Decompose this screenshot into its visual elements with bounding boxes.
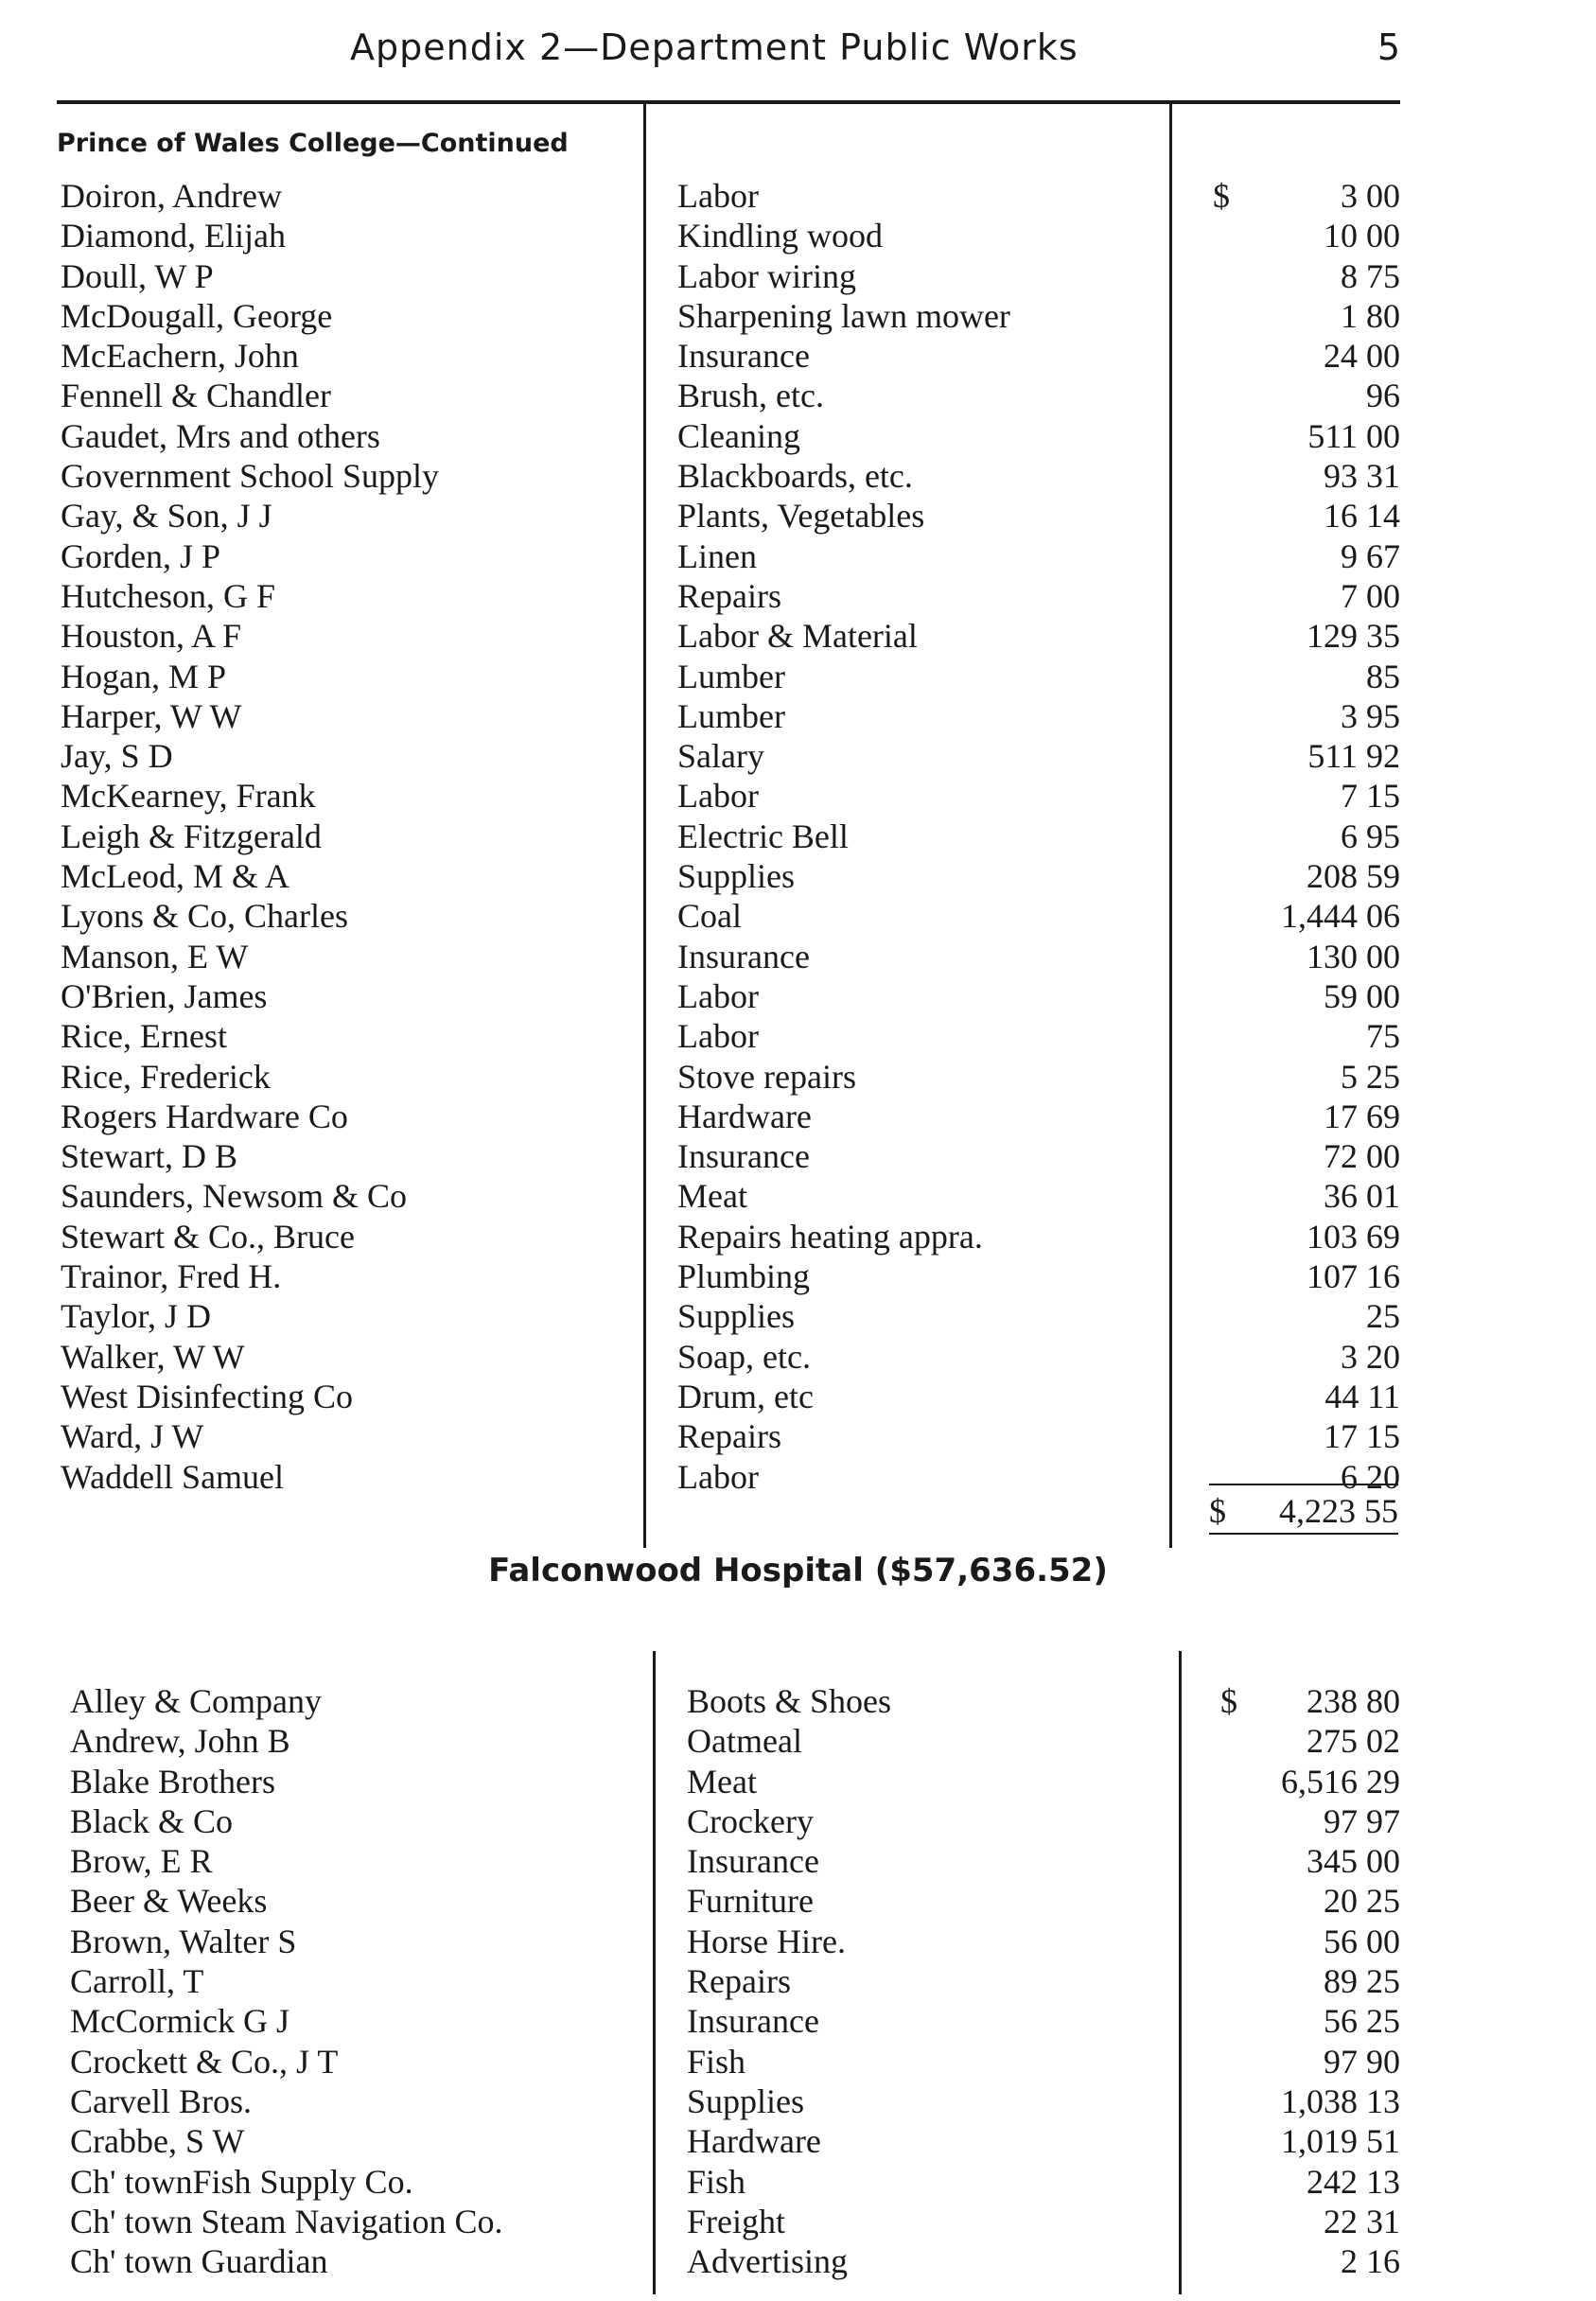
amount: 345 00 <box>1307 1842 1400 1881</box>
amount: 6 20 <box>1341 1457 1400 1496</box>
amount: 3 20 <box>1341 1337 1400 1376</box>
amount: 3 95 <box>1341 696 1400 735</box>
payee-name: McDougall, George <box>61 296 333 335</box>
payee-name: Brown, Walter S <box>70 1922 297 1960</box>
item-description: Supplies <box>677 1297 796 1336</box>
table-row <box>57 1681 1400 1721</box>
payee-name: Alley & Company <box>70 1682 322 1720</box>
amount: 10 00 <box>1324 217 1400 255</box>
amount: 5 25 <box>1341 1057 1400 1096</box>
table-row <box>57 336 1400 376</box>
payee-name: Andrew, John B <box>70 1722 290 1761</box>
payee-name: Hutcheson, G F <box>61 576 275 615</box>
table-row <box>57 1176 1400 1216</box>
item-description: Stove repairs <box>677 1057 856 1096</box>
table-row <box>57 1097 1400 1136</box>
payee-name: Doull, W P <box>61 256 214 295</box>
table-row <box>57 817 1400 856</box>
item-description: Labor wiring <box>677 256 856 295</box>
item-description: Insurance <box>677 937 810 975</box>
table-row <box>57 576 1400 616</box>
amount: 8 75 <box>1341 256 1400 295</box>
payee-name: Hogan, M P <box>61 657 227 695</box>
amount: 72 00 <box>1324 1137 1400 1176</box>
item-description: Brush, etc. <box>677 377 824 415</box>
table-row <box>57 2081 1400 2121</box>
table-row <box>57 1057 1400 1097</box>
table-row <box>57 2042 1400 2081</box>
item-description: Drum, etc <box>677 1377 814 1415</box>
amount: 89 25 <box>1324 1962 1400 2001</box>
table-row <box>57 376 1400 415</box>
amount: 97 97 <box>1324 1801 1400 1840</box>
table-row <box>57 1136 1400 1176</box>
payee-name: Manson, E W <box>61 937 249 975</box>
amount: 17 69 <box>1324 1097 1400 1135</box>
table-row <box>57 176 1400 216</box>
payee-name: Doiron, Andrew <box>61 177 282 215</box>
currency-symbol: $ <box>1213 177 1230 215</box>
item-description: Salary <box>677 737 764 776</box>
table-row <box>57 1296 1400 1336</box>
table-row <box>57 1801 1400 1841</box>
table-row <box>57 496 1400 536</box>
amount: 97 90 <box>1324 2042 1400 2081</box>
item-description: Insurance <box>687 1842 819 1881</box>
amount: 1 80 <box>1341 296 1400 335</box>
amount: 238 80 <box>1307 1682 1400 1720</box>
item-description: Fish <box>687 2042 746 2081</box>
amount: 6 95 <box>1341 817 1400 855</box>
payee-name: Crockett & Co., J T <box>70 2042 339 2081</box>
item-description: Meat <box>677 1177 747 1216</box>
amount: 275 02 <box>1307 1722 1400 1761</box>
payee-name: Carroll, T <box>70 1962 204 2001</box>
payee-name: Ward, J W <box>61 1417 204 1456</box>
amount: 59 00 <box>1324 976 1400 1015</box>
amount: 20 25 <box>1324 1882 1400 1921</box>
amount: 56 00 <box>1324 1922 1400 1960</box>
item-description: Plumbing <box>677 1257 811 1296</box>
amount: 1,038 13 <box>1281 2081 1400 2120</box>
amount: 24 00 <box>1324 337 1400 376</box>
falconwood-heading: Falconwood Hospital ($57,636.52) <box>488 1552 1108 1590</box>
table-row <box>57 2202 1400 2241</box>
payee-name: McCormick G J <box>70 2002 289 2041</box>
amount: 1,444 06 <box>1281 897 1400 936</box>
item-description: Soap, etc. <box>677 1337 811 1376</box>
total-currency: $ <box>1209 1492 1226 1530</box>
item-description: Blackboards, etc. <box>677 457 913 496</box>
amount: 17 15 <box>1324 1417 1400 1456</box>
table-row <box>57 2121 1400 2161</box>
amount: 242 13 <box>1307 2162 1400 2201</box>
amount: 56 25 <box>1324 2002 1400 2041</box>
table-row <box>57 976 1400 1016</box>
item-description: Advertising <box>687 2242 848 2281</box>
payee-name: Carvell Bros. <box>70 2081 252 2120</box>
amount: 93 31 <box>1324 457 1400 496</box>
item-description: Fish <box>687 2162 746 2201</box>
payee-name: Lyons & Co, Charles <box>61 897 348 936</box>
payee-name: Walker, W W <box>61 1337 245 1376</box>
table-row <box>57 776 1400 816</box>
payee-name: Crabbe, S W <box>70 2122 245 2161</box>
payee-name: Beer & Weeks <box>70 1882 268 1921</box>
table-row <box>57 536 1400 576</box>
amount: 96 <box>1366 377 1400 415</box>
payee-name: Black & Co <box>70 1801 233 1840</box>
item-description: Repairs heating appra. <box>677 1217 983 1256</box>
amount: 25 <box>1366 1297 1400 1336</box>
table-row <box>57 2241 1400 2281</box>
item-description: Lumber <box>677 657 785 695</box>
amount: 3 00 <box>1341 177 1400 215</box>
payee-name: McEachern, John <box>61 337 299 376</box>
amount: 2 16 <box>1341 2242 1400 2281</box>
total-rule <box>1209 1533 1398 1535</box>
table-row <box>57 1841 1400 1881</box>
payee-name: Saunders, Newsom & Co <box>61 1177 407 1216</box>
amount: 9 67 <box>1341 536 1400 575</box>
amount: 7 00 <box>1341 576 1400 615</box>
table-row <box>57 216 1400 255</box>
table-row <box>57 456 1400 496</box>
page-number: 5 <box>1377 26 1400 68</box>
amount: 511 00 <box>1307 416 1400 455</box>
payee-name: Fennell & Chandler <box>61 377 331 415</box>
table-row <box>57 1377 1400 1416</box>
table-row <box>57 1337 1400 1377</box>
item-description: Insurance <box>677 337 810 376</box>
payee-name: Leigh & Fitzgerald <box>61 817 322 855</box>
payee-name: Government School Supply <box>61 457 439 496</box>
item-description: Repairs <box>677 576 781 615</box>
item-description: Hardware <box>677 1097 812 1135</box>
table-row <box>57 296 1400 336</box>
payee-name: Stewart & Co., Bruce <box>61 1217 355 1256</box>
table-row <box>57 1016 1400 1056</box>
amount: 208 59 <box>1307 857 1400 896</box>
payee-name: Ch' town Guardian <box>70 2242 328 2281</box>
payee-name: Gorden, J P <box>61 536 220 575</box>
item-description: Labor & Material <box>677 617 918 656</box>
payee-name: Rogers Hardware Co <box>61 1097 348 1135</box>
item-description: Supplies <box>687 2081 805 2120</box>
item-description: Linen <box>677 536 757 575</box>
item-description: Labor <box>677 1457 759 1496</box>
payee-name: Rice, Ernest <box>61 1017 227 1056</box>
page-header <box>57 26 1400 83</box>
payee-name: Taylor, J D <box>61 1297 212 1336</box>
entry-list <box>57 1681 1400 2281</box>
table-row <box>57 856 1400 896</box>
total-rule <box>1209 1484 1398 1485</box>
table-row <box>57 1922 1400 1961</box>
amount: 36 01 <box>1324 1177 1400 1216</box>
payee-name: Harper, W W <box>61 696 242 735</box>
item-description: Insurance <box>677 1137 810 1176</box>
table-row <box>57 896 1400 936</box>
table-row <box>57 1961 1400 2001</box>
amount: 107 16 <box>1307 1257 1400 1296</box>
amount: 130 00 <box>1307 937 1400 975</box>
item-description: Labor <box>677 976 759 1015</box>
amount: 16 14 <box>1324 497 1400 536</box>
payee-name: Blake Brothers <box>70 1762 275 1800</box>
entry-list <box>57 176 1400 1497</box>
amount: 75 <box>1366 1017 1400 1056</box>
item-description: Labor <box>677 777 759 816</box>
payee-name: Gay, & Son, J J <box>61 497 272 536</box>
table-row <box>57 657 1400 696</box>
item-description: Oatmeal <box>687 1722 802 1761</box>
table-row <box>57 2001 1400 2041</box>
table-row <box>57 1721 1400 1761</box>
table-row <box>57 616 1400 656</box>
amount: 103 69 <box>1307 1217 1400 1256</box>
payee-name: West Disinfecting Co <box>61 1377 354 1415</box>
table-row <box>57 1762 1400 1801</box>
item-description: Hardware <box>687 2122 821 2161</box>
amount: 22 31 <box>1324 2202 1400 2240</box>
table-row <box>57 937 1400 976</box>
payee-name: Ch' townFish Supply Co. <box>70 2162 413 2201</box>
amount: 6,516 29 <box>1281 1762 1400 1800</box>
item-description: Furniture <box>687 1882 814 1921</box>
table-row <box>57 1217 1400 1256</box>
amount: 129 35 <box>1307 617 1400 656</box>
payee-name: Houston, A F <box>61 617 242 656</box>
payee-name: Diamond, Elijah <box>61 217 286 255</box>
header-rule <box>57 100 1400 104</box>
item-description: Labor <box>677 1017 759 1056</box>
table-row <box>57 736 1400 776</box>
payee-name: Stewart, D B <box>61 1137 237 1176</box>
item-description: Horse Hire. <box>687 1922 846 1960</box>
item-description: Freight <box>687 2202 785 2240</box>
item-description: Cleaning <box>677 416 800 455</box>
payee-name: Gaudet, Mrs and others <box>61 416 380 455</box>
table-row <box>57 696 1400 736</box>
payee-name: Waddell Samuel <box>61 1457 285 1496</box>
total-amount: 4,223 55 <box>1279 1492 1398 1530</box>
payee-name: O'Brien, James <box>61 976 268 1015</box>
amount: 44 11 <box>1324 1377 1400 1415</box>
payee-name: Rice, Frederick <box>61 1057 271 1096</box>
item-description: Electric Bell <box>677 817 849 855</box>
payee-name: McKearney, Frank <box>61 777 316 816</box>
table-row <box>57 1256 1400 1296</box>
item-description: Meat <box>687 1762 757 1800</box>
table-row <box>57 2162 1400 2202</box>
item-description: Labor <box>677 177 759 215</box>
payee-name: Trainor, Fred H. <box>61 1257 282 1296</box>
payee-name: Ch' town Steam Navigation Co. <box>70 2202 503 2240</box>
item-description: Repairs <box>687 1962 791 2001</box>
payee-name: Brow, E R <box>70 1842 213 1881</box>
payee-name: Jay, S D <box>61 737 173 776</box>
item-description: Insurance <box>687 2002 819 2041</box>
table-row <box>57 256 1400 296</box>
section-label: Prince of Wales College—Continued <box>57 129 569 158</box>
amount: 85 <box>1366 657 1400 695</box>
item-description: Crockery <box>687 1801 814 1840</box>
currency-symbol: $ <box>1220 1682 1237 1720</box>
amount: 7 15 <box>1341 777 1400 816</box>
item-description: Plants, Vegetables <box>677 497 925 536</box>
item-description: Boots & Shoes <box>687 1682 892 1720</box>
amount: 511 92 <box>1307 737 1400 776</box>
running-title: Appendix 2—Department Public Works <box>350 26 1079 68</box>
item-description: Coal <box>677 897 742 936</box>
amount: 1,019 51 <box>1281 2122 1400 2161</box>
table-row <box>57 1881 1400 1921</box>
item-description: Kindling wood <box>677 217 884 255</box>
table-row <box>57 1457 1400 1497</box>
table-row <box>57 1416 1400 1456</box>
item-description: Lumber <box>677 696 785 735</box>
payee-name: McLeod, M & A <box>61 857 289 896</box>
item-description: Sharpening lawn mower <box>677 296 1010 335</box>
item-description: Repairs <box>677 1417 781 1456</box>
table-row <box>57 416 1400 456</box>
item-description: Supplies <box>677 857 796 896</box>
